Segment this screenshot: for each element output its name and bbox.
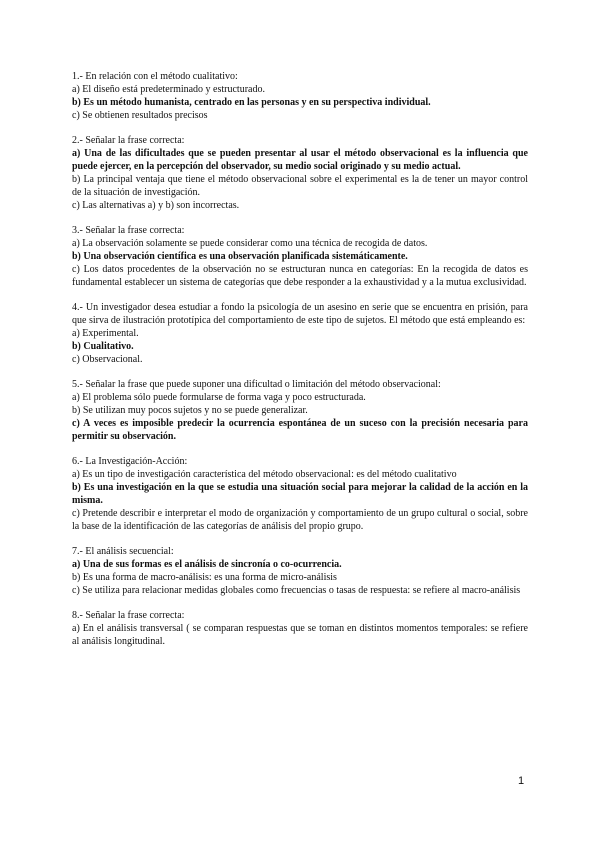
- page-number: 1: [518, 775, 525, 787]
- option-b: b) Es una investigación en la que se estudia una situación social para mejorar la calidad de la acción en la misma.: [72, 482, 528, 506]
- option-c: c) Pretende describir e interpretar el modo de organización y comportamiento de un grupo cultural o social, sobre la base de la identificación de las categorías de análisis del propio grupo.: [72, 508, 528, 532]
- option-c: c) A veces es imposible predecir la ocurrencia espontánea de un suceso con la precisión necesaria para permitir su observación.: [72, 418, 528, 442]
- question-2: [72, 134, 528, 212]
- question-stem: 2.- Señalar la frase correcta:: [72, 135, 185, 146]
- option-b: b) Cualitativo.: [72, 341, 134, 352]
- question-stem: 6.- La Investigación-Acción:: [72, 456, 188, 467]
- document-page: [72, 70, 528, 660]
- option-b: b) La principal ventaja que tiene el método observacional sobre el experimental es la de tener un mayor control de la situación de investigación.: [72, 174, 528, 198]
- option-b: b) Una observación científica es una observación planificada sistemáticamente.: [72, 251, 408, 262]
- option-c: c) Se obtienen resultados precisos: [72, 110, 208, 121]
- option-a: a) La observación solamente se puede considerar como una técnica de recogida de datos.: [72, 238, 428, 249]
- question-stem: 4.- Un investigador desea estudiar a fondo la psicología de un asesino en serie que se encuentra en prisión, para que sirva de ilustración prototípica del comportamiento de este tipo de sujetos. El método que está empleando es:: [72, 302, 528, 326]
- question-stem: 5.- Señalar la frase que puede suponer una dificultad o limitación del método observacional:: [72, 379, 441, 390]
- question-6: [72, 455, 528, 533]
- question-7: [72, 545, 528, 597]
- option-b: b) Se utilizan muy pocos sujetos y no se puede generalizar.: [72, 405, 308, 416]
- option-a: a) El diseño está predeterminado y estructurado.: [72, 84, 265, 95]
- option-b: b) Es una forma de macro-análisis: es una forma de micro-análisis: [72, 572, 337, 583]
- question-stem: 8.- Señalar la frase correcta:: [72, 610, 185, 621]
- question-8: [72, 609, 528, 648]
- option-c: c) Observacional.: [72, 354, 143, 365]
- question-3: [72, 224, 528, 289]
- option-c: c) Las alternativas a) y b) son incorrectas.: [72, 200, 240, 211]
- option-a: a) Una de sus formas es el análisis de sincronía o co-ocurrencia.: [72, 559, 342, 570]
- question-4: [72, 301, 528, 366]
- option-a: a) El problema sólo puede formularse de forma vaga y poco estructurada.: [72, 392, 366, 403]
- option-c: c) Los datos procedentes de la observación no se estructuran nunca en categorías: En la recogida de datos es fundamental establecer un sistema de categorías que debe responder a la exhaustividad y a la mutua exclusividad.: [72, 264, 528, 288]
- option-a: a) En el análisis transversal ( se comparan respuestas que se toman en distintos momentos temporales: se refiere al análisis longitudinal.: [72, 623, 528, 647]
- question-5: [72, 378, 528, 443]
- question-1: [72, 70, 528, 122]
- option-c: c) Se utiliza para relacionar medidas globales como frecuencias o tasas de respuesta: se refiere al macro-análisis: [72, 585, 521, 596]
- option-a: a) Una de las dificultades que se pueden presentar al usar el método observacional es la influencia que puede ejercer, en la percepción del observador, su medio social originado y su medio actual.: [72, 148, 528, 172]
- question-stem: 7.- El análisis secuencial:: [72, 546, 174, 557]
- option-b: b) Es un método humanista, centrado en las personas y en su perspectiva individual.: [72, 97, 431, 108]
- question-stem: 3.- Señalar la frase correcta:: [72, 225, 185, 236]
- option-a: a) Experimental.: [72, 328, 139, 339]
- question-stem: 1.- En relación con el método cualitativo:: [72, 71, 238, 82]
- option-a: a) Es un tipo de investigación característica del método observacional: es del método cualitativo: [72, 469, 457, 480]
